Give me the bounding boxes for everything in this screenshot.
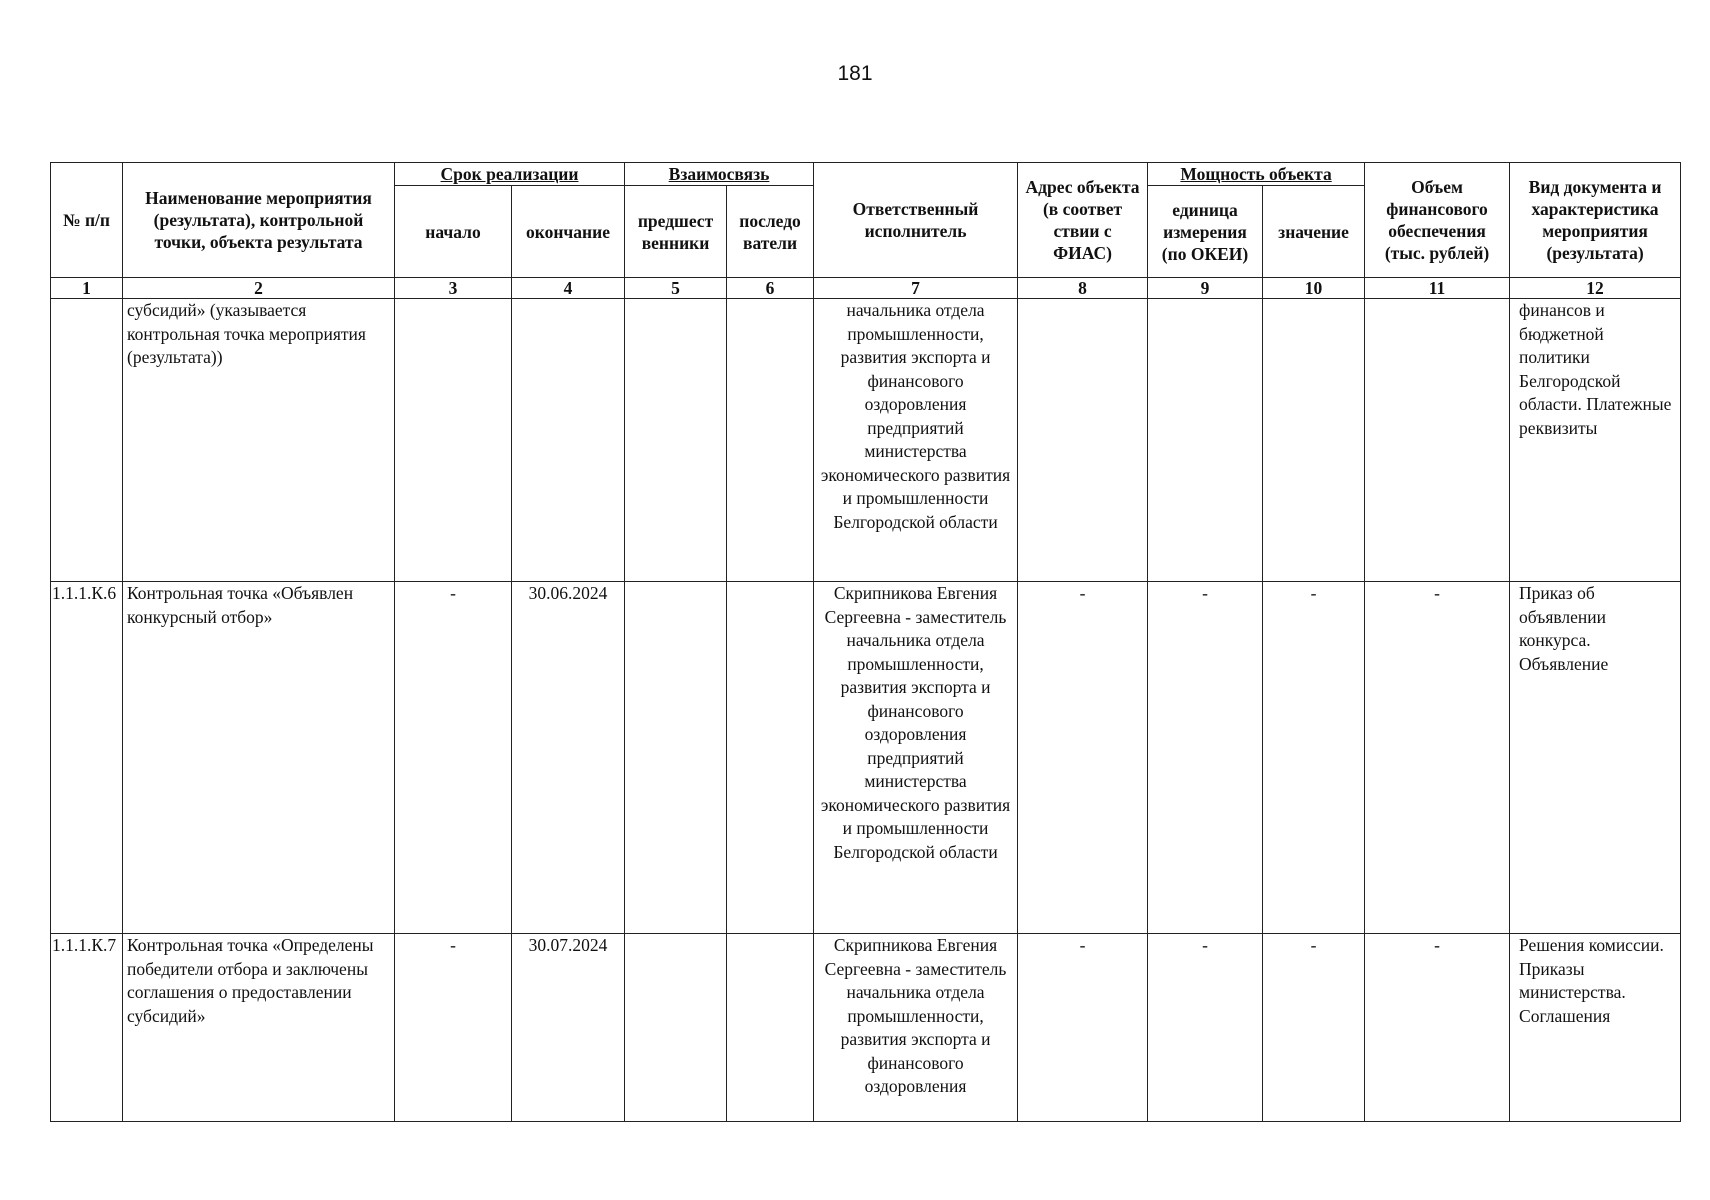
row-next (727, 299, 814, 582)
header-period-start: начало (395, 186, 512, 278)
row-doc: Приказ об объявлении конкурса. Объявление (1510, 582, 1681, 934)
row-num: 1.1.1.К.6 (51, 582, 123, 934)
row-value: - (1263, 934, 1365, 1122)
row-end: 30.06.2024 (512, 582, 625, 934)
header-name: Наименование мероприятия (результата), контрольной точки, объекта результата (123, 163, 395, 278)
row-name: Контрольная точка «Объявлен конкурсный отбор» (123, 582, 395, 934)
row-value (1263, 299, 1365, 582)
row-start (395, 299, 512, 582)
header-relation-prev: предшест венники (625, 186, 727, 278)
column-number: 4 (512, 278, 625, 299)
column-number: 1 (51, 278, 123, 299)
column-number: 9 (1148, 278, 1263, 299)
table-row (51, 582, 1681, 934)
row-unit (1148, 299, 1263, 582)
row-prev (625, 299, 727, 582)
row-address: - (1018, 934, 1148, 1122)
column-number: 6 (727, 278, 814, 299)
header-num: № п/п (51, 163, 123, 278)
column-number: 10 (1263, 278, 1365, 299)
row-num (51, 299, 123, 582)
row-finance: - (1365, 582, 1510, 934)
header-relation: Взаимосвязь (625, 163, 814, 186)
column-number: 12 (1510, 278, 1681, 299)
row-doc: финансов и бюджетной политики Белгородской области. Платежные реквизиты (1510, 299, 1681, 582)
header-capacity-value: значение (1263, 186, 1365, 278)
row-name: Контрольная точка «Определены победители отбора и заключены соглашения о предоставлении субсидий» (123, 934, 395, 1122)
row-value: - (1263, 582, 1365, 934)
row-name: субсидий» (указывается контрольная точка мероприятия (результата)) (123, 299, 395, 582)
table-row (51, 934, 1681, 1122)
row-address: - (1018, 582, 1148, 934)
row-start: - (395, 934, 512, 1122)
row-num: 1.1.1.К.7 (51, 934, 123, 1122)
row-unit: - (1148, 934, 1263, 1122)
header-responsible: Ответственный исполнитель (814, 163, 1018, 278)
header-relation-next: последо ватели (727, 186, 814, 278)
column-number: 2 (123, 278, 395, 299)
column-number: 11 (1365, 278, 1510, 299)
header-address: Адрес объекта (в соответ ствии с ФИАС) (1018, 163, 1148, 278)
header-finance: Объем финансового обеспечения (тыс. рублей) (1365, 163, 1510, 278)
row-responsible: Скрипникова Евгения Сергеевна - заместитель начальника отдела промышленности, развития экспорта и финансового оздоровления (814, 934, 1018, 1122)
header-period: Срок реализации (395, 163, 625, 186)
header-doc-type: Вид документа и характеристика мероприятия (результата) (1510, 163, 1681, 278)
column-number: 5 (625, 278, 727, 299)
row-next (727, 934, 814, 1122)
column-number-row (51, 278, 1681, 299)
row-next (727, 582, 814, 934)
row-start: - (395, 582, 512, 934)
row-finance: - (1365, 934, 1510, 1122)
header-capacity-unit: единица измерения (по ОКЕИ) (1148, 186, 1263, 278)
row-prev (625, 934, 727, 1122)
row-doc: Решения комиссии. Приказы министерства. Соглашения (1510, 934, 1681, 1122)
row-end: 30.07.2024 (512, 934, 625, 1122)
row-responsible: Скрипникова Евгения Сергеевна - заместитель начальника отдела промышленности, развития экспорта и финансового оздоровления предприятий министерства экономического развития и промышленности Белгородской области (814, 582, 1018, 934)
activity-plan-table (50, 162, 1681, 1122)
row-finance (1365, 299, 1510, 582)
row-responsible: начальника отдела промышленности, развития экспорта и финансового оздоровления предприятий министерства экономического развития и промышленности Белгородской области (814, 299, 1018, 582)
header-row-1 (51, 163, 1681, 186)
row-unit: - (1148, 582, 1263, 934)
column-number: 7 (814, 278, 1018, 299)
header-period-end: окончание (512, 186, 625, 278)
column-number: 8 (1018, 278, 1148, 299)
row-prev (625, 582, 727, 934)
row-address (1018, 299, 1148, 582)
header-capacity: Мощность объекта (1148, 163, 1365, 186)
row-end (512, 299, 625, 582)
column-number: 3 (395, 278, 512, 299)
page-number: 181 (837, 62, 873, 85)
table-row (51, 299, 1681, 582)
